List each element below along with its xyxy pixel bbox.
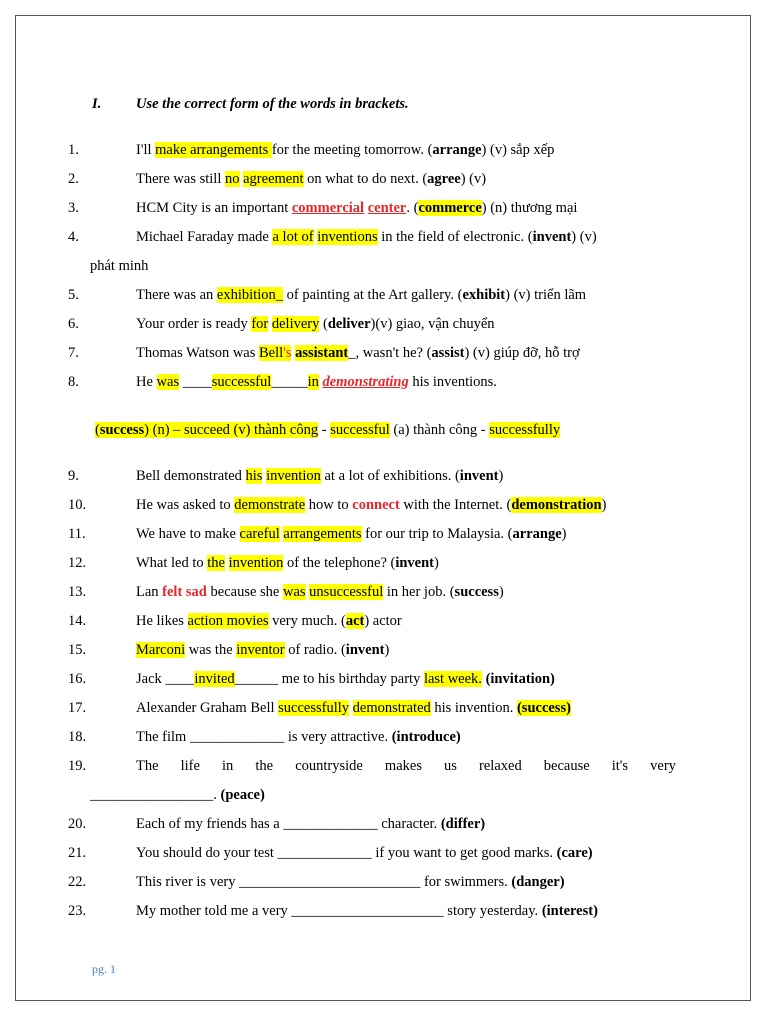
item-text: This river is very _________________________ for swimmers. (danger)	[136, 874, 565, 890]
item-text: He was ____successful_____in demonstrating his inventions.	[136, 374, 497, 390]
item-text: Bell demonstrated his invention at a lot of exhibitions. (invent)	[136, 468, 504, 484]
item-text: Thomas Watson was Bell's assistant_, wasn't he? (assist) (v) giúp đỡ, hỗ trợ	[136, 345, 580, 361]
item-text: Each of my friends has a _____________ character. (differ)	[136, 816, 486, 832]
item-number: 19.	[68, 758, 87, 774]
item-number: 13.	[68, 584, 87, 600]
item-number: 3.	[68, 200, 79, 216]
item-number: 9.	[68, 468, 79, 484]
item-number: 23.	[68, 903, 87, 919]
item-text-continuation: _________________. (peace)	[90, 787, 265, 803]
item-number: 20.	[68, 816, 87, 832]
item-number: 21.	[68, 845, 87, 861]
item-number: 7.	[68, 345, 79, 361]
item-text-continuation: phát minh	[90, 258, 149, 274]
item-text: The life in the countryside makes us relaxed because it's very	[136, 758, 676, 774]
item-number: 8.	[68, 374, 79, 390]
item-number: 6.	[68, 316, 79, 332]
item-text: He likes action movies very much. (act) actor	[136, 613, 402, 629]
item-text: Lan felt sad because she was unsuccessful in her job. (success)	[136, 584, 504, 600]
item-text: My mother told me a very _____________________ story yesterday. (interest)	[136, 903, 598, 919]
item-text: Alexander Graham Bell successfully demonstrated his invention. (success)	[136, 700, 571, 716]
item-text: HCM City is an important commercial center. (commerce) (n) thương mại	[136, 200, 578, 216]
item-text: What led to the invention of the telephone? (invent)	[136, 555, 439, 571]
item-text: He was asked to demonstrate how to connect with the Internet. (demonstration)	[136, 497, 607, 513]
item-number: 10.	[68, 497, 87, 513]
item-text: Your order is ready for delivery (deliver)(v) giao, vận chuyển	[136, 316, 495, 332]
item-number: 16.	[68, 671, 87, 687]
item-text: I'll make arrangements for the meeting tomorrow. (arrange) (v) sắp xếp	[136, 142, 555, 158]
item-number: 4.	[68, 229, 79, 245]
item-text: Marconi was the inventor of radio. (invent)	[136, 642, 390, 658]
item-number: 2.	[68, 171, 79, 187]
item-text: You should do your test _____________ if you want to get good marks. (care)	[136, 845, 593, 861]
item-text: There was still no agreement on what to do next. (agree) (v)	[136, 171, 487, 187]
item-number: 1.	[68, 142, 79, 158]
note-text: (success) (n) – succeed (v) thành công - successful (a) thành công - successfully	[95, 422, 561, 438]
item-number: 17.	[68, 700, 87, 716]
item-text: The film _____________ is very attractive. (introduce)	[136, 729, 461, 745]
item-number: 22.	[68, 874, 87, 890]
item-text: Michael Faraday made a lot of inventions in the field of electronic. (invent) (v)	[136, 229, 597, 245]
item-number: 11.	[68, 526, 86, 542]
item-number: 14.	[68, 613, 87, 629]
page-number: pg. 1	[92, 962, 116, 976]
item-number: 18.	[68, 729, 87, 745]
item-text: We have to make careful arrangements for our trip to Malaysia. (arrange)	[136, 526, 567, 542]
item-number: 12.	[68, 555, 87, 571]
section-title: Use the correct form of the words in brackets.	[136, 96, 409, 112]
item-text: Jack ____invited______ me to his birthday party last week. (invitation)	[136, 671, 555, 687]
item-number: 15.	[68, 642, 87, 658]
item-text: There was an exhibition_ of painting at the Art gallery. (exhibit) (v) triển lãm	[136, 287, 587, 303]
section-number: I.	[92, 96, 102, 112]
item-number: 5.	[68, 287, 79, 303]
